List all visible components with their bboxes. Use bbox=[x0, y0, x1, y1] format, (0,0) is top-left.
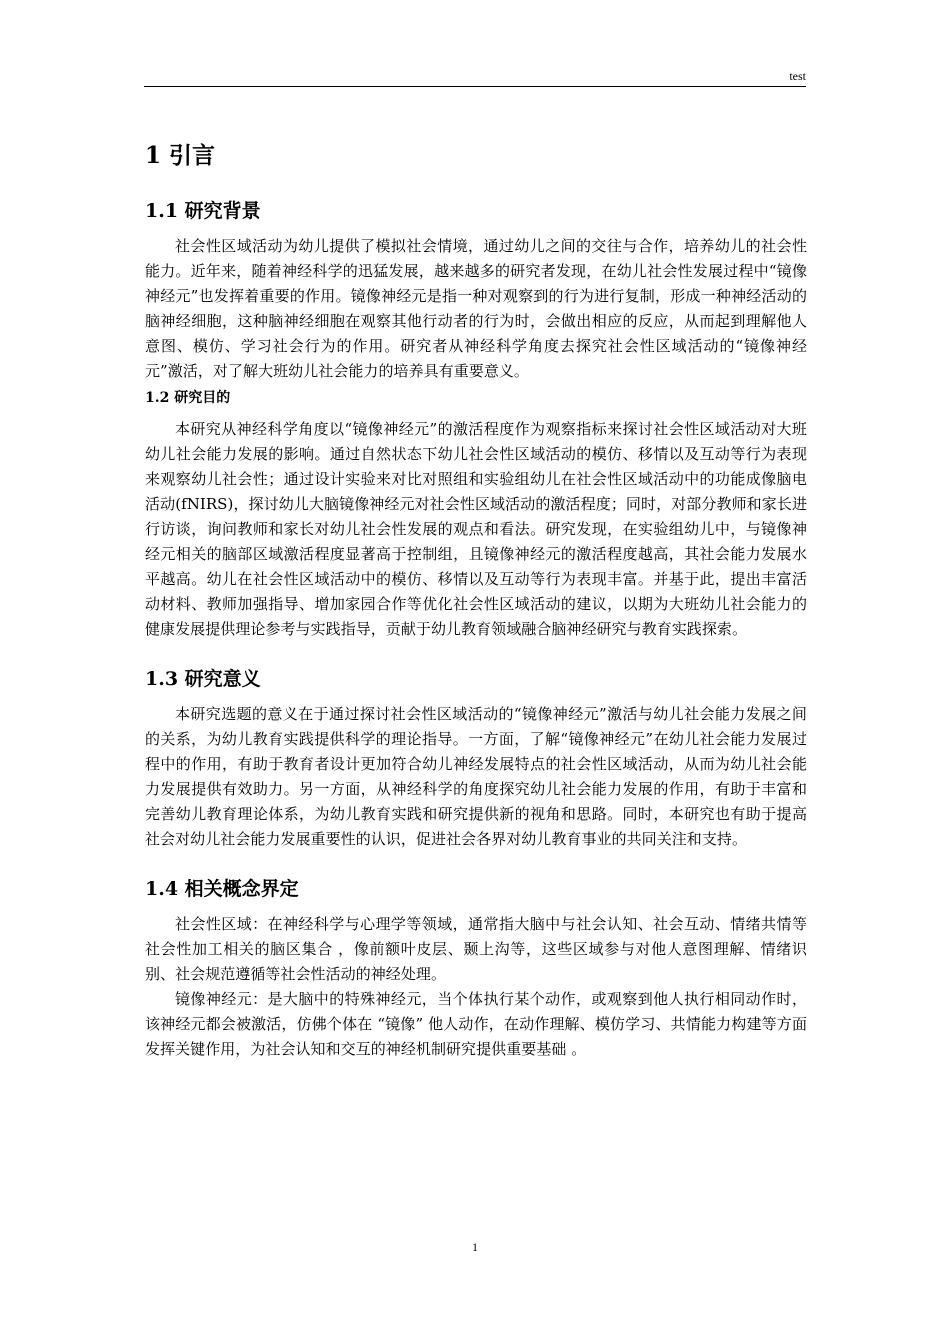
paragraph-social-region: 社会性区域：在神经科学与心理学等领域，通常指大脑中与社会认知、社会互动、情绪共情等社会性加工相关的脑区集合 ，像前额叶皮层、颞上沟等，这些区域参与对他人意图理解、情绪识别、社会规范遵循等社会性活动的神经处理。 bbox=[145, 915, 807, 983]
page-body bbox=[145, 140, 807, 1062]
paragraph-purpose: 本研究从神经科学角度以“镜像神经元”的激活程度作为观察指标来探讨社会性区域活动对大班幼儿社会能力发展的影响。通过自然状态下幼儿社会性区域活动的模仿、移情以及互动等行为表现来观察幼儿社会性；通过设计实验来对比对照组和实验组幼儿在社会性区域活动中的功能成像脑电活动(fNIRS)，探讨幼儿大脑镜像神经元对社会性区域活动的激活程度；同时，对部分教师和家长进行访谈，询问教师和家长对幼儿社会性发展的观点和看法。研究发现，在实验组幼儿中，与镜像神经元相关的脑部区域激活程度显著高于控制组，且镜像神经元的激活程度越高，其社会能力发展水平越高。幼儿在社会性区域活动中的模仿、移情以及互动等行为表现丰富。并基于此，提出丰富活动材料、教师加强指导、增加家园合作等优化社会性区域活动的建议，以期为大班幼儿社会能力的健康发展提供理论参考与实践指导，贡献于幼儿教育领域融合脑神经研究与教育实践探索。 bbox=[145, 420, 807, 638]
section-title-significance: 1.3 研究意义 bbox=[145, 668, 261, 690]
header-rule bbox=[144, 86, 806, 87]
section-title-concepts: 1.4 相关概念界定 bbox=[145, 878, 299, 900]
section-title-purpose: 1.2 研究目的 bbox=[145, 390, 231, 406]
paragraph-background: 社会性区域活动为幼儿提供了模拟社会情境，通过幼儿之间的交往与合作，培养幼儿的社会性能力。近年来，随着神经科学的迅猛发展，越来越多的研究者发现，在幼儿社会性发展过程中“镜像神经元”也发挥着重要的作用。镜像神经元是指一种对观察到的行为进行复制，形成一种神经活动的脑神经细胞，这种脑神经细胞在观察其他行动者的行为时，会做出相应的反应，从而起到理解他人意图、模仿、学习社会行为的作用。研究者从神经科学角度去探究社会性区域活动的“镜像神经元”激活，对了解大班幼儿社会能力的培养具有重要意义。 bbox=[145, 237, 807, 380]
page-number: 1 bbox=[472, 1240, 478, 1254]
paragraph-significance: 本研究选题的意义在于通过探讨社会性区域活动的“镜像神经元”激活与幼儿社会能力发展之间的关系，为幼儿教育实践提供科学的理论指导。一方面，了解“镜像神经元”在幼儿社会能力发展过程中的作用，有助于教育者设计更加符合幼儿神经发展特点的社会性区域活动，从而为幼儿社会能力发展提供有效助力。另一方面，从神经科学的角度探究幼儿社会能力发展的作用，有助于丰富和完善幼儿教育理论体系，为幼儿教育实践和研究提供新的视角和思路。同时，本研究也有助于提高社会对幼儿社会能力发展重要性的认识，促进社会各界对幼儿教育事业的共同关注和支持。 bbox=[145, 705, 807, 848]
running-header: test bbox=[789, 69, 806, 83]
paragraph-mirror-neuron: 镜像神经元：是大脑中的特殊神经元，当个体执行某个动作，或观察到他人执行相同动作时，该神经元都会被激活，仿佛个体在 “镜像” 他人动作，在动作理解、模仿学习、共情能力构建等方面发挥关键作用，为社会认知和交互的神经机制研究提供重要基础 。 bbox=[145, 990, 807, 1058]
section-title-background: 1.1 研究背景 bbox=[145, 200, 261, 222]
chapter-title: 1 引言 bbox=[145, 142, 216, 169]
